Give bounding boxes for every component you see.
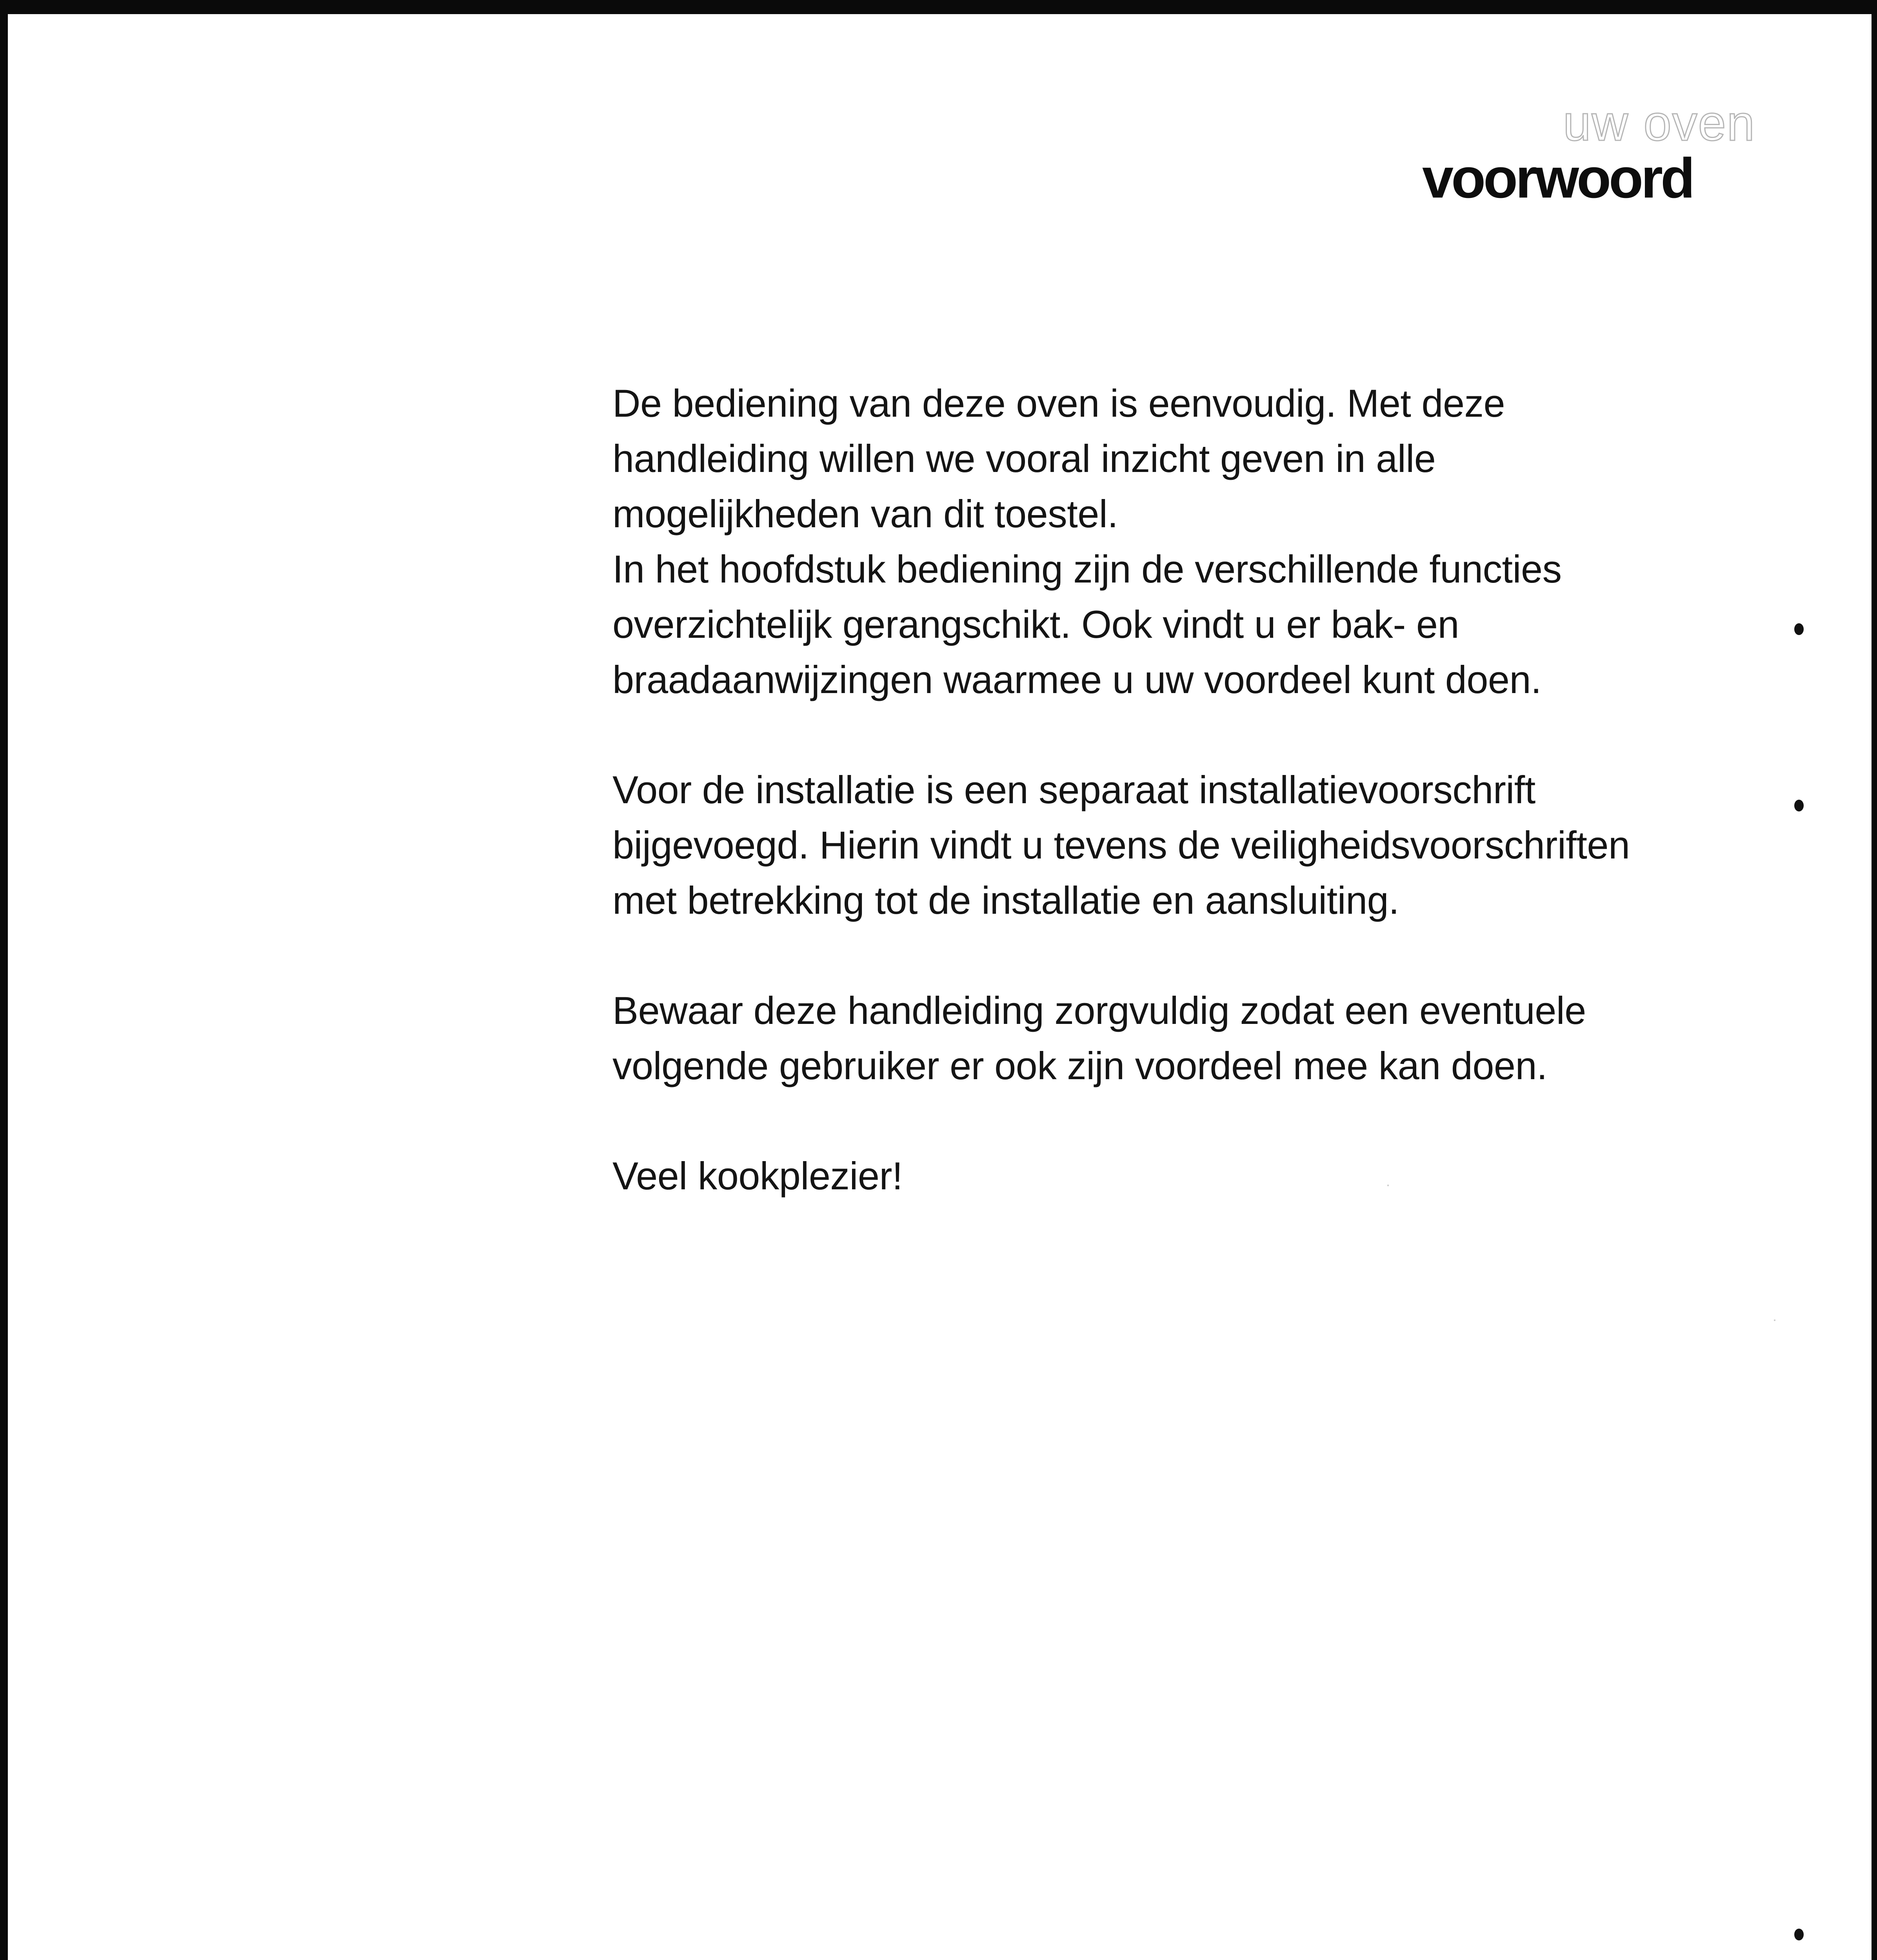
paragraph-closing: Veel kookplezier!	[612, 1154, 903, 1198]
binder-hole-dot-1	[1794, 623, 1804, 635]
foreword-body	[612, 376, 1695, 1258]
paragraph-installation: Voor de installatie is een separaat installatievoorschrift bijgevoegd. Hierin vindt u tevens de veiligheidsvoorschriften met betrekking tot de installatie en aansluiting.	[612, 768, 1630, 922]
scan-border-top	[0, 0, 1877, 14]
paragraph-keep-manual: Bewaar deze handleiding zorgvuldig zodat een eventuele volgende gebruiker er ook zijn voordeel mee kan doen.	[612, 989, 1586, 1087]
scan-border-right	[1872, 0, 1877, 1960]
scan-speck	[1774, 1319, 1775, 1321]
page-header	[1422, 95, 1755, 210]
scan-speck	[1387, 1185, 1389, 1186]
page-title: voorwoord	[1422, 147, 1693, 210]
section-label: uw oven	[1563, 95, 1755, 151]
paragraph-intro: De bediening van deze oven is eenvoudig. Met deze handleiding willen we vooral inzicht geven in alle mogelijkheden van dit toestel. In het hoofdstuk bediening zijn de verschillende functies overzichtelijk gerangschikt. Ook vindt u er bak- en braadaanwijzingen waarmee u uw voordeel kunt doen.	[612, 381, 1562, 701]
binder-hole-dot-3	[1794, 1929, 1804, 1940]
scan-border-left	[0, 0, 8, 1960]
binder-hole-dot-2	[1794, 800, 1804, 811]
